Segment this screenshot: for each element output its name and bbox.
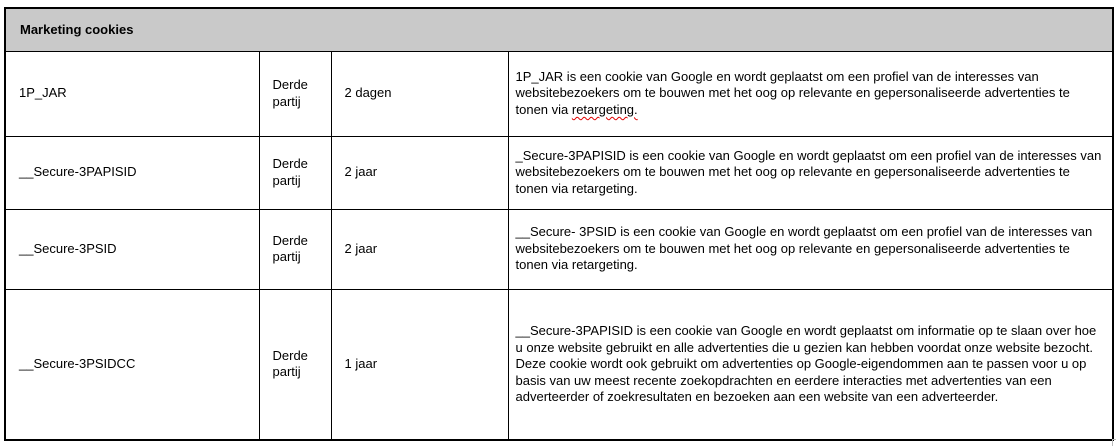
cookie-description-cell: [508, 289, 1113, 440]
cookie-duration-cell: 2 jaar: [331, 209, 508, 289]
cookie-party-cell: Derde partij: [259, 136, 331, 209]
misspelled-word: retargeting.: [571, 101, 638, 117]
cookie-description-text: __Secure- 3PSID is een cookie van Google en wordt geplaatst om een profiel van de interesses van websitebezoekers om te bouwen met het oog op relevante en gepersonaliseerde advertenties te tonen via retargeting.: [515, 224, 1093, 273]
cookie-name-cell: __Secure-3PSID: [5, 209, 259, 289]
table-row: [5, 136, 1113, 209]
table-row: [5, 209, 1113, 289]
table-corner-handle: [1112, 439, 1116, 446]
cookie-duration-cell: 2 jaar: [331, 136, 508, 209]
table-title: Marketing cookies: [5, 8, 1113, 51]
marketing-cookies-table: [4, 7, 1114, 441]
cookie-name-cell: __Secure-3PAPISID: [5, 136, 259, 209]
table-header-row: [5, 8, 1113, 51]
cookie-duration-cell: 1 jaar: [331, 289, 508, 440]
cookie-description-text: 1P_JAR is een cookie van Google en wordt geplaatst om een profiel van de interesses van websitebezoekers om te bouwen met het oog op relevante en gepersonaliseerde advertenties te tonen via: [515, 68, 1070, 117]
table-row: [5, 51, 1113, 136]
cookie-description-cell: [508, 209, 1113, 289]
cookie-description-cell: [508, 136, 1113, 209]
cookie-description-cell: [508, 51, 1113, 136]
cookie-party-cell: Derde partij: [259, 51, 331, 136]
cookie-duration-cell: 2 dagen: [331, 51, 508, 136]
cookie-description-text: _Secure-3PAPISID is een cookie van Google en wordt geplaatst om een profiel van de interesses van websitebezoekers om te bouwen met het oog op relevante en gepersonaliseerde advertenties te tonen via retargeting.: [515, 147, 1102, 196]
table-row: [5, 289, 1113, 440]
cookie-party-cell: Derde partij: [259, 289, 331, 440]
cookie-name-cell: __Secure-3PSIDCC: [5, 289, 259, 440]
cookie-party-cell: Derde partij: [259, 209, 331, 289]
cookie-name-cell: 1P_JAR: [5, 51, 259, 136]
cookie-description-text: __Secure-3PAPISID is een cookie van Google en wordt geplaatst om informatie op te slaan over hoe u onze website gebruikt en alle advertenties die u gezien kan hebben voordat onze website bezocht. Deze cookie wordt ook gebruikt om advertenties op Google-eigendommen aan te passen voor u op basis van uw meest recente zoekopdrachten en eerdere interacties met advertenties van een adverteerder of zoekresultaten en bezoeken aan een website van een adverteerder.: [515, 323, 1097, 404]
